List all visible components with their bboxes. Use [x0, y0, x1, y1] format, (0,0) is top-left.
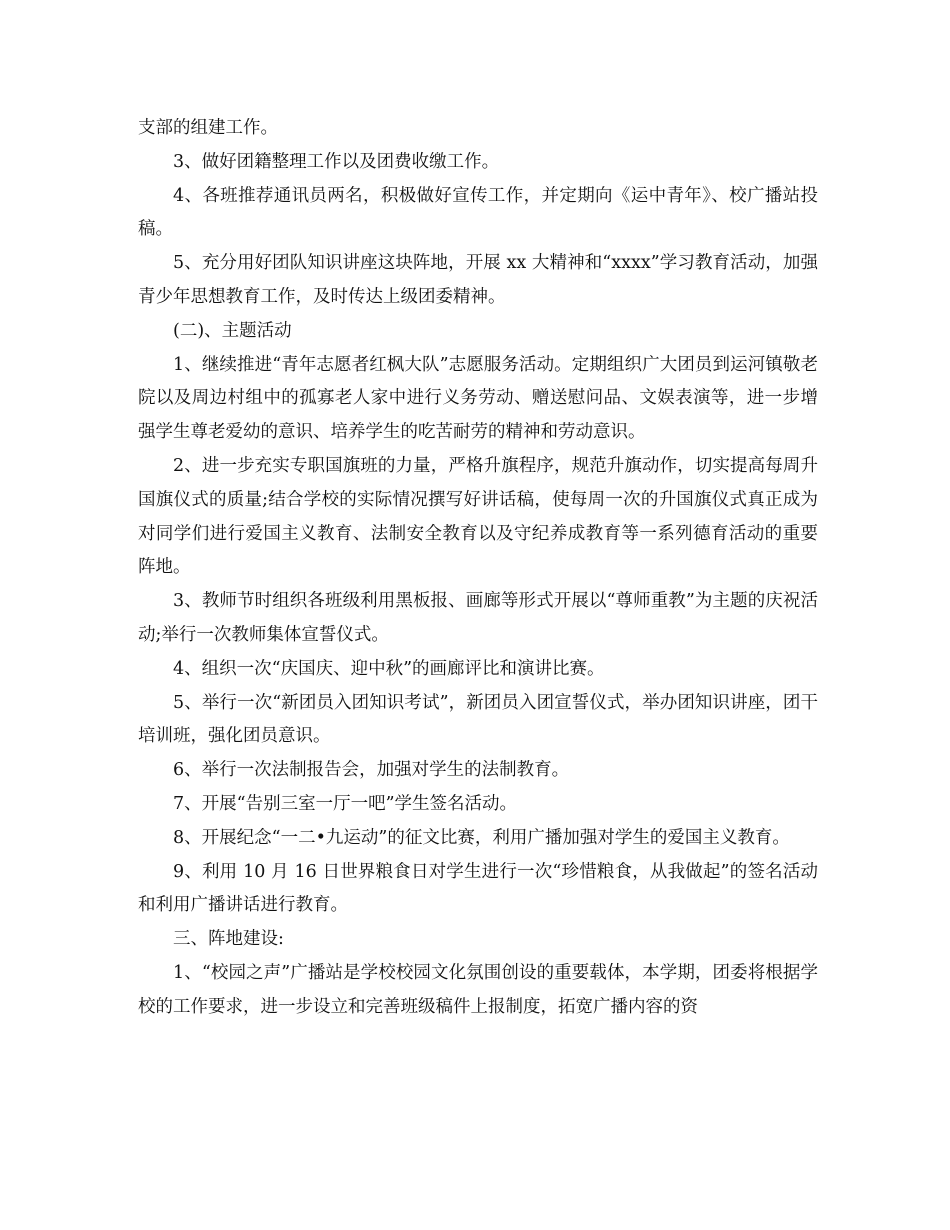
- paragraph: 3、教师节时组织各班级利用黑板报、画廊等形式开展以“尊师重教”为主题的庆祝活动;举行一次教师集体宣誓仪式。: [138, 591, 818, 645]
- paragraph: 3、做好团籍整理工作以及团费收缴工作。: [173, 151, 500, 172]
- paragraph: 4、组织一次“庆国庆、迎中秋”的画廊评比和演讲比赛。: [173, 658, 605, 679]
- paragraph: 8、开展纪念“一二•九运动”的征文比赛，利用广播加强对学生的爱国主义教育。: [173, 827, 790, 848]
- paragraph: 5、充分用好团队知识讲座这块阵地，开展 xx 大精神和“xxxx”学习教育活动，加强青少年思想教育工作，及时传达上级团委精神。: [138, 253, 818, 307]
- paragraph: 7、开展“告别三室一厅一吧”学生签名活动。: [173, 793, 518, 814]
- section-heading: (二)、主题活动: [173, 320, 292, 341]
- section-heading: 三、阵地建设:: [173, 929, 284, 950]
- paragraph: 4、各班推荐通讯员两名，积极做好宣传工作，并定期向《运中青年》、校广播站投稿。: [138, 185, 818, 240]
- document-body: [138, 112, 818, 1025]
- paragraph: 9、利用 10 月 16 日世界粮食日对学生进行一次“珍惜粮食，从我做起”的签名活动和利用广播讲话进行教育。: [138, 861, 818, 916]
- paragraph: 支部的组建工作。: [138, 118, 278, 138]
- paragraph: 2、进一步充实专职国旗班的力量，严格升旗程序，规范升旗动作，切实提高每周升国旗仪式的质量;结合学校的实际情况撰写好讲话稿，使每周一次的升国旗仪式真正成为对同学们进行爱国主义教育、法制安全教育以及守纪养成教育等一系列德育活动的重要阵地。: [138, 455, 818, 578]
- paragraph: 6、举行一次法制报告会，加强对学生的法制教育。: [173, 760, 570, 781]
- paragraph: 1、“校园之声”广播站是学校校园文化氛围创设的重要载体，本学期，团委将根据学校的工作要求，进一步设立和完善班级稿件上报制度，拓宽广播内容的资: [138, 962, 818, 1017]
- paragraph: 1、继续推进“青年志愿者红枫大队”志愿服务活动。定期组织广大团员到运河镇敬老院以及周边村组中的孤寡老人家中进行义务劳动、赠送慰问品、文娱表演等，进一步增强学生尊老爱幼的意识、培养学生的吃苦耐劳的精神和劳动意识。: [138, 354, 818, 443]
- paragraph: 5、举行一次“新团员入团知识考试”，新团员入团宣誓仪式，举办团知识讲座，团干培训班，强化团员意识。: [138, 692, 818, 747]
